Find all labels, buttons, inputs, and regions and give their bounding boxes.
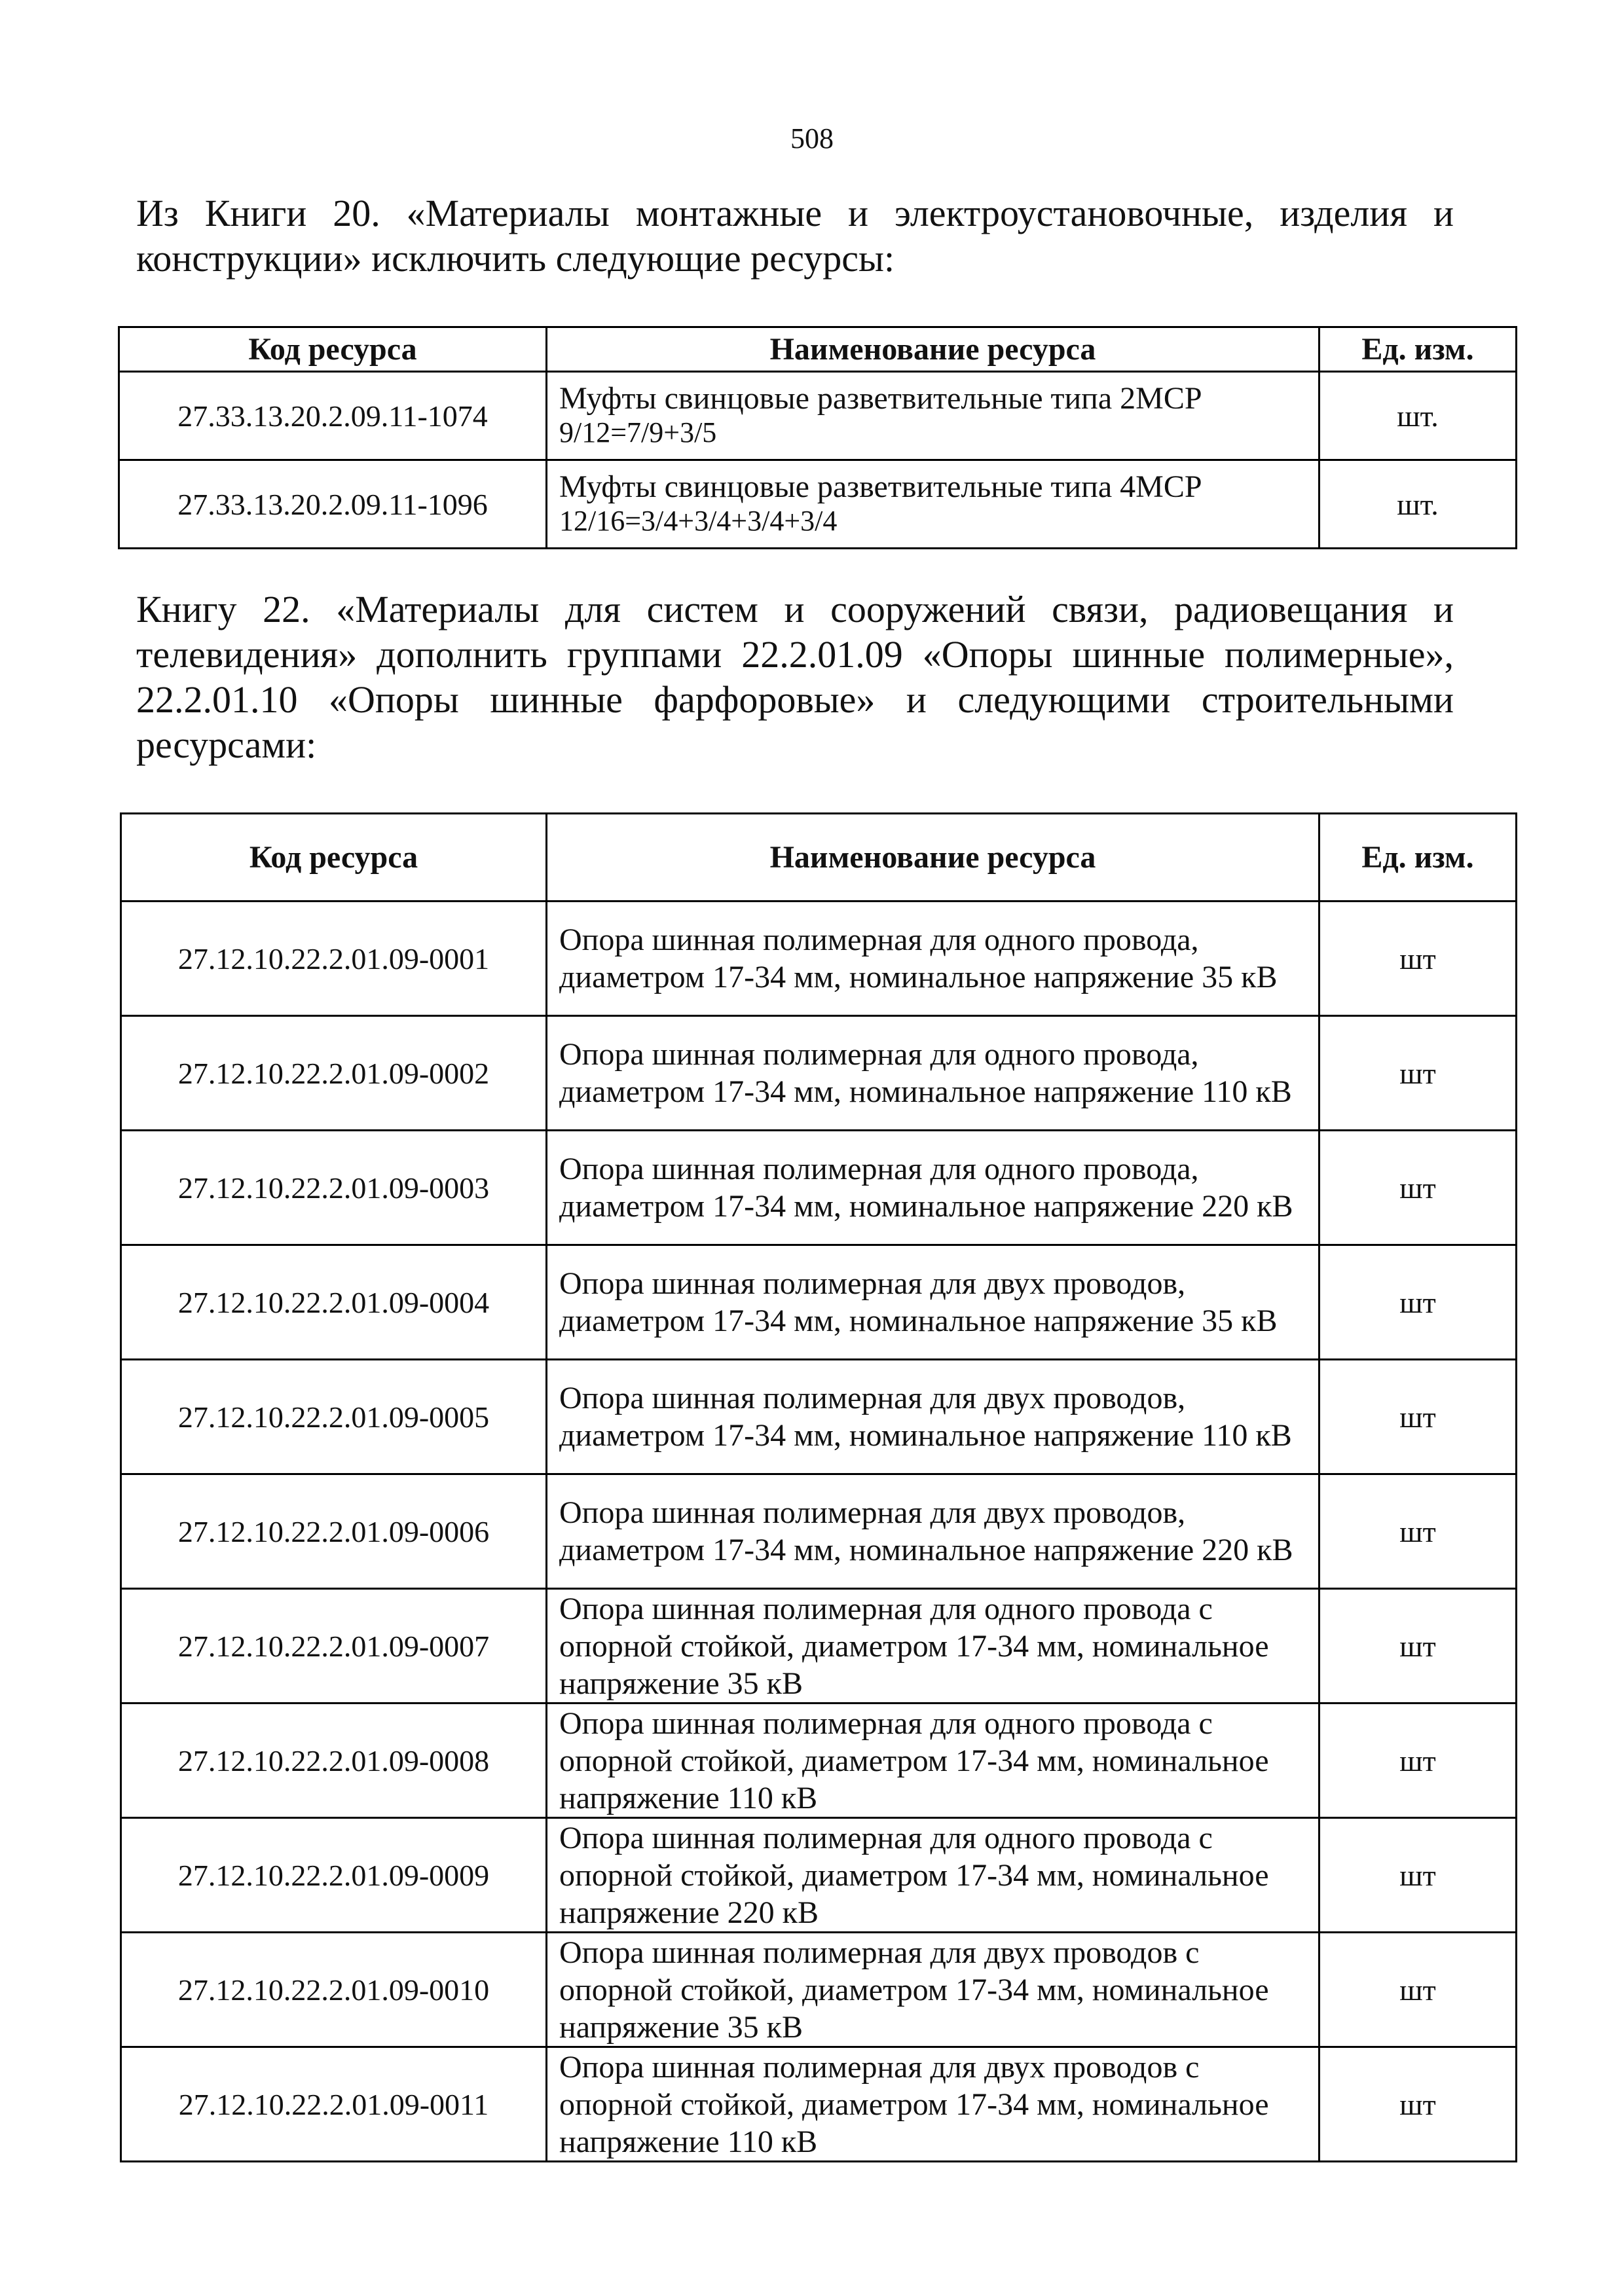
header-unit: Ед. изм. [1320, 327, 1517, 372]
header-unit: Ед. изм. [1320, 814, 1517, 902]
resource-name-cell: Опора шинная полимерная для одного провода с опорной стойкой, диаметром 17-34 мм, номинальное напряжение 110 кВ [547, 1704, 1320, 1818]
resource-code-cell: 27.12.10.22.2.01.09-0006 [121, 1474, 547, 1589]
table-row [121, 2047, 1517, 2162]
resource-code-cell: 27.12.10.22.2.01.09-0003 [121, 1131, 547, 1245]
resource-code-cell: 27.12.10.22.2.01.09-0008 [121, 1704, 547, 1818]
resource-name-cell: Опора шинная полимерная для одного провода, диаметром 17-34 мм, номинальное напряжение 110 кВ [547, 1016, 1320, 1131]
resource-name-cell: Опора шинная полимерная для двух проводов, диаметром 17-34 мм, номинальное напряжение 110 кВ [547, 1360, 1320, 1474]
resource-name-cell: Опора шинная полимерная для двух проводов, диаметром 17-34 мм, номинальное напряжение 220 кВ [547, 1474, 1320, 1589]
resource-code-cell: 27.12.10.22.2.01.09-0005 [121, 1360, 547, 1474]
excluded-resources-table [118, 326, 1517, 549]
unit-cell: шт [1320, 1016, 1517, 1131]
unit-cell: шт [1320, 1704, 1517, 1818]
added-resources-table [120, 812, 1517, 2162]
resource-name-cell: Опора шинная полимерная для двух проводов с опорной стойкой, диаметром 17-34 мм, номинальное напряжение 35 кВ [547, 1933, 1320, 2047]
table-row [119, 372, 1517, 460]
resource-code-cell: 27.12.10.22.2.01.09-0004 [121, 1245, 547, 1360]
table-row [121, 1131, 1517, 1245]
table-header-row [121, 814, 1517, 902]
intro-paragraph-book-22: Книгу 22. «Материалы для систем и сооружений связи, радиовещания и телевидения» дополнить группами 22.2.01.09 «Опоры шинные полимерные», 22.2.01.10 «Опоры шинные фарфоровые» и следующими строительными ресурсами: [136, 588, 1454, 766]
unit-cell: шт [1320, 1360, 1517, 1474]
resource-name-cell [547, 460, 1320, 549]
resource-code-cell: 27.33.13.20.2.09.11-1074 [119, 372, 547, 460]
header-resource-code: Код ресурса [121, 814, 547, 902]
unit-cell: шт. [1320, 460, 1517, 549]
table-header-row [119, 327, 1517, 372]
table-row [121, 1589, 1517, 1704]
table-row [121, 1245, 1517, 1360]
unit-cell: шт [1320, 1933, 1517, 2047]
resource-name-cell: Опора шинная полимерная для двух проводов с опорной стойкой, диаметром 17-34 мм, номинальное напряжение 110 кВ [547, 2047, 1320, 2162]
page-number: 508 [790, 122, 834, 155]
table-row [121, 1474, 1517, 1589]
unit-cell: шт [1320, 902, 1517, 1016]
resource-code-cell: 27.12.10.22.2.01.09-0001 [121, 902, 547, 1016]
resource-name-cell [547, 372, 1320, 460]
resource-name-line: 9/12=7/9+3/5 [559, 416, 717, 448]
table-row [121, 1016, 1517, 1131]
table-row [121, 1818, 1517, 1933]
unit-cell: шт. [1320, 372, 1517, 460]
unit-cell: шт [1320, 1245, 1517, 1360]
table-row [121, 902, 1517, 1016]
resource-code-cell: 27.12.10.22.2.01.09-0007 [121, 1589, 547, 1704]
header-resource-code: Код ресурса [119, 327, 547, 372]
table-row [121, 1704, 1517, 1818]
unit-cell: шт [1320, 1131, 1517, 1245]
resource-name-cell: Опора шинная полимерная для двух проводов, диаметром 17-34 мм, номинальное напряжение 35 кВ [547, 1245, 1320, 1360]
unit-cell: шт [1320, 1474, 1517, 1589]
resource-name-cell: Опора шинная полимерная для одного провода с опорной стойкой, диаметром 17-34 мм, номинальное напряжение 220 кВ [547, 1818, 1320, 1933]
resource-name-line: Муфты свинцовые разветвительные типа 2МСР [559, 381, 1202, 416]
resource-name-cell: Опора шинная полимерная для одного провода, диаметром 17-34 мм, номинальное напряжение 220 кВ [547, 1131, 1320, 1245]
resource-code-cell: 27.12.10.22.2.01.09-0009 [121, 1818, 547, 1933]
unit-cell: шт [1320, 2047, 1517, 2162]
table-row [121, 1933, 1517, 2047]
intro-paragraph-book-20: Из Книги 20. «Материалы монтажные и электроустановочные, изделия и конструкции» исключить следующие ресурсы: [136, 192, 1454, 280]
resource-name-line: Муфты свинцовые разветвительные типа 4МСР [559, 469, 1202, 504]
unit-cell: шт [1320, 1818, 1517, 1933]
resource-code-cell: 27.12.10.22.2.01.09-0010 [121, 1933, 547, 2047]
unit-cell: шт [1320, 1589, 1517, 1704]
header-resource-name: Наименование ресурса [547, 327, 1320, 372]
resource-code-cell: 27.12.10.22.2.01.09-0011 [121, 2047, 547, 2162]
resource-code-cell: 27.12.10.22.2.01.09-0002 [121, 1016, 547, 1131]
resource-name-line: 12/16=3/4+3/4+3/4+3/4 [559, 505, 838, 537]
resource-code-cell: 27.33.13.20.2.09.11-1096 [119, 460, 547, 549]
resource-name-cell: Опора шинная полимерная для одного провода, диаметром 17-34 мм, номинальное напряжение 35 кВ [547, 902, 1320, 1016]
table-row [121, 1360, 1517, 1474]
table-row [119, 460, 1517, 549]
resource-name-cell: Опора шинная полимерная для одного провода с опорной стойкой, диаметром 17-34 мм, номинальное напряжение 35 кВ [547, 1589, 1320, 1704]
header-resource-name: Наименование ресурса [547, 814, 1320, 902]
